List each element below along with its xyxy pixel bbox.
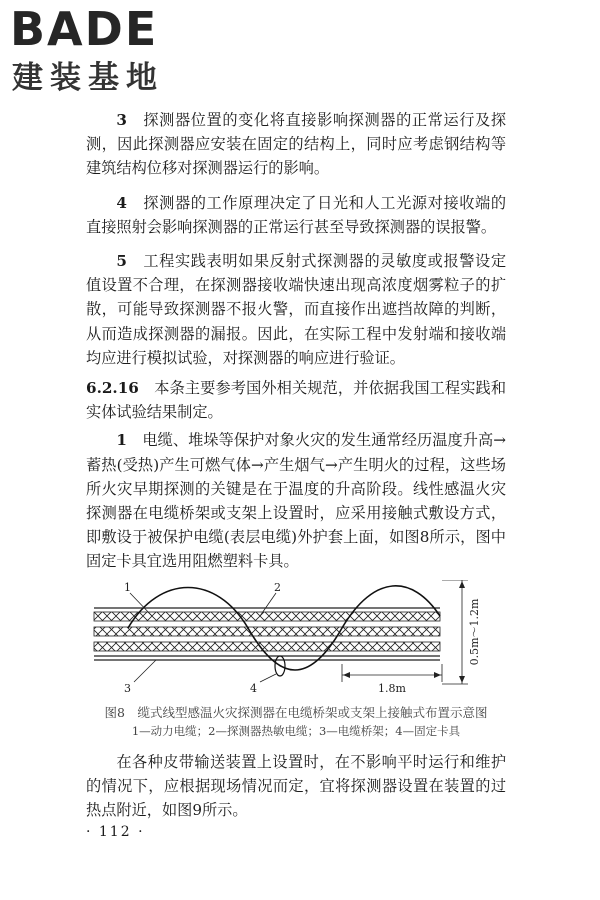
paragraph-text: 在各种皮带输送装置上设置时，在不影响平时运行和维护的情况下，应根据现场情况而定，宜将探测器设置在装置的过热点附近，如图9所示。 — [86, 752, 506, 820]
paragraph-text: 探测器的工作原理决定了日光和人工光源对接收端的直接照射会影响探测器的正常运行甚至导致探测器的误报警。 — [86, 193, 507, 236]
paragraph-number: 4 — [116, 193, 127, 212]
horizontal-dimension — [342, 664, 442, 695]
paragraph-number: 5 — [116, 252, 127, 271]
figure-caption: 图8 缆式线型感温火灾探测器在电缆桥架或支架上接触式布置示意图 — [104, 704, 488, 720]
figure-label-3: 3 — [124, 681, 131, 695]
clause-6-2-16 — [86, 376, 506, 424]
logo-wordmark-text: BADE — [10, 2, 159, 56]
power-cables — [94, 612, 440, 651]
figure-8-diagram — [80, 580, 510, 700]
paragraph-text: 工程实践表明如果反射式探测器的灵敏度或报警设定值设置不合理，在探测器接收端快速出现高浓度烟雾粒子的扩散，可能导致探测器不报火警，而直接作出遮挡故障的判断，从而造成探测器的漏报。因此，在实际工程中发射端和接收端均应进行模拟试验，对探测器的响应进行验证。 — [86, 252, 507, 367]
paragraph-5 — [86, 249, 506, 370]
power-cable-2 — [94, 627, 440, 636]
clause-text: 本条主要参考国外相关规范，并依据我国工程实践和实体试验结果制定。 — [86, 379, 507, 422]
power-cable-3 — [94, 642, 440, 651]
cable-tray-diagram — [80, 580, 510, 700]
paragraph-text: 探测器位置的变化将直接影响探测器的正常运行及探测，因此探测器应安装在固定的结构上，同时应考虑钢结构等建筑结构位移对探测器运行的影响。 — [86, 111, 507, 178]
paragraph-3 — [86, 108, 506, 181]
paragraph-number: 3 — [116, 111, 127, 129]
power-cable-1 — [94, 612, 440, 621]
dimension-height-label: 0.5m～1.2m — [468, 598, 481, 666]
logo-subtitle: 建装基地 — [12, 60, 164, 96]
document-body — [86, 108, 506, 822]
page-number: · 112 · — [86, 824, 145, 840]
dimension-spacing-label: 1.8m — [378, 681, 406, 695]
paragraph-text: 电缆、堆垛等保护对象火灾的发生通常经历温度升高→蓄热(受热)产生可燃气体→产生烟气→产生明火的过程，这些场所火灾早期探测的关键是在于温度的升高阶段。线性感温火灾探测器在电缆桥架或支架上设置时，应采用接触式敷设方式，即敷设于被保护电缆(表层电缆)外护套上面，如图8所示，图中固定卡具宜选用阻燃塑料卡具。 — [86, 431, 507, 571]
bade-logo — [10, 4, 185, 100]
clause-number: 6.2.16 — [86, 379, 139, 398]
paragraph-number: 1 — [116, 431, 127, 450]
paragraph-1 — [86, 428, 506, 573]
figure-label-2: 2 — [274, 580, 281, 594]
logo-wordmark — [10, 4, 158, 54]
figure-label-4: 4 — [250, 681, 257, 695]
figure-legend: 1—动力电缆；2—探测器热敏电缆；3—电缆桥架；4—固定卡具 — [131, 723, 461, 738]
figure-label-1: 1 — [124, 580, 131, 594]
paragraph-last — [86, 750, 506, 823]
paragraph-4 — [86, 191, 506, 239]
vertical-dimension — [442, 580, 481, 684]
